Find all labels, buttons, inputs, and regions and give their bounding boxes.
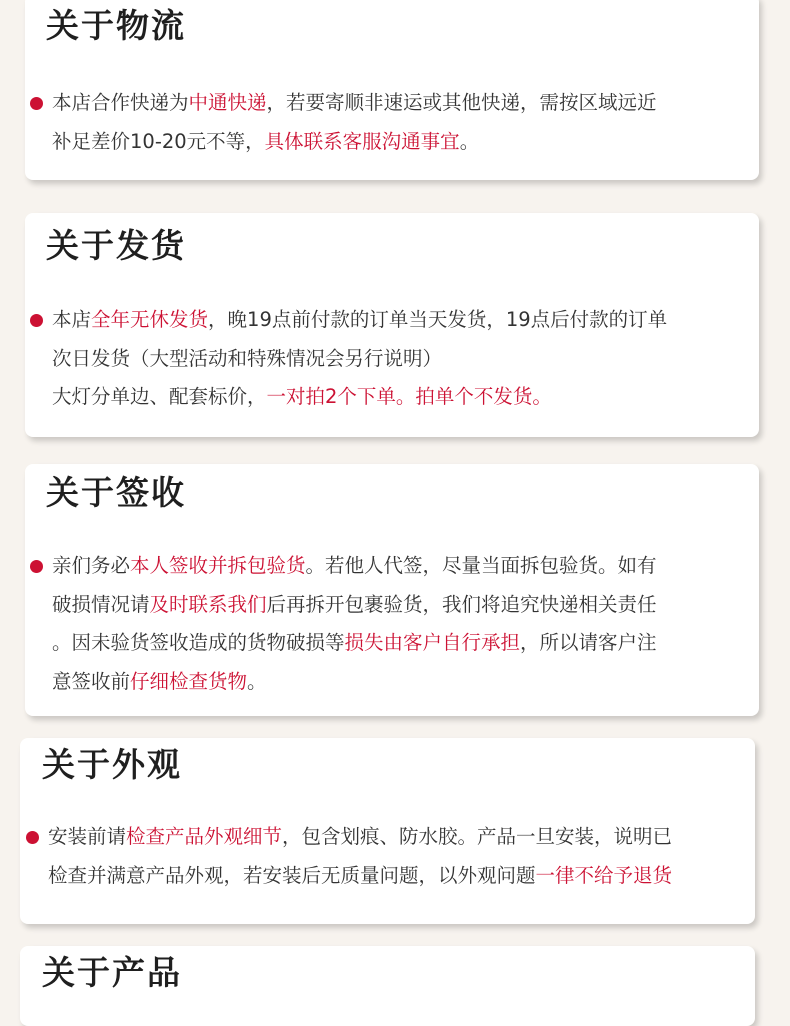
section-text (52, 301, 667, 417)
section-text (48, 818, 672, 895)
body-text: 。 (247, 669, 267, 693)
text-line (48, 818, 672, 857)
text-line (52, 84, 657, 123)
section-title: 关于产品 (42, 953, 182, 992)
section-title: 关于签收 (46, 473, 186, 512)
body-text: 破损情况请 (52, 592, 150, 616)
body-text: ，所以请客户注 (520, 631, 657, 654)
bullet-icon (30, 314, 43, 327)
highlighted-text: 具体联系客服沟通事宜 (264, 129, 460, 153)
text-line (52, 663, 657, 702)
body-text: 。若他人代签，尽量当面拆包验货。如有 (305, 554, 657, 577)
bullet-icon (30, 560, 43, 573)
section-receipt (25, 464, 759, 716)
body-text: ，若要寄顺非速运或其他快递，需按区域远近 (266, 91, 657, 114)
section-shipping (25, 213, 759, 437)
highlighted-text: 仔细检查货物 (130, 669, 248, 693)
highlighted-text: 本人签收并拆包验货 (130, 554, 306, 577)
highlighted-text: 检查产品外观细节 (126, 825, 283, 848)
text-line (52, 624, 657, 663)
highlighted-text: 中通快递 (188, 91, 267, 114)
body-text: 本店 (52, 308, 92, 331)
body-text: ，晚19点前付款的订单当天发货，19点后付款的订单 (208, 308, 668, 331)
body-text: 次日发货（大型活动和特殊情况会另行说明） (52, 346, 443, 370)
section-appearance (20, 738, 755, 924)
body-text: 大灯分单边、配套标价， (52, 385, 267, 408)
text-line (48, 857, 672, 896)
section-text (52, 84, 657, 161)
text-line (52, 301, 667, 340)
body-text: ，包含划痕、防水胶。产品一旦安装，说明已 (282, 825, 673, 848)
text-line (52, 123, 657, 162)
body-text: 亲们务必 (52, 554, 131, 577)
text-line (52, 340, 667, 379)
body-text: 检查并满意产品外观，若安装后无质量问题，以外观问题 (48, 863, 536, 887)
section-title: 关于外观 (42, 745, 182, 784)
highlighted-text: 全年无休发货 (91, 308, 209, 331)
section-logistics (25, 0, 759, 180)
highlighted-text: 一对拍2个下单。拍单个不发货。 (266, 385, 552, 408)
section-title: 关于物流 (46, 6, 186, 45)
body-text: 。 (459, 129, 480, 153)
section-text (52, 547, 657, 701)
section-product (20, 946, 755, 1026)
body-text: 后再拆开包裹验货，我们将追究快递相关责任 (266, 592, 657, 616)
highlighted-text: 一律不给予退货 (535, 863, 673, 887)
text-line (52, 547, 657, 586)
bullet-icon (30, 97, 43, 110)
text-line (52, 586, 657, 625)
highlighted-text: 及时联系我们 (149, 592, 267, 616)
text-line (52, 378, 667, 417)
body-text: 。因未验货签收造成的货物破损等 (52, 631, 345, 654)
body-text: 意签收前 (52, 669, 131, 693)
body-text: 补足差价10-20元不等， (52, 129, 265, 153)
body-text: 本店合作快递为 (52, 91, 189, 114)
body-text: 安装前请 (48, 825, 127, 848)
section-title: 关于发货 (46, 226, 186, 265)
bullet-icon (26, 831, 39, 844)
highlighted-text: 损失由客户自行承担 (344, 631, 521, 654)
